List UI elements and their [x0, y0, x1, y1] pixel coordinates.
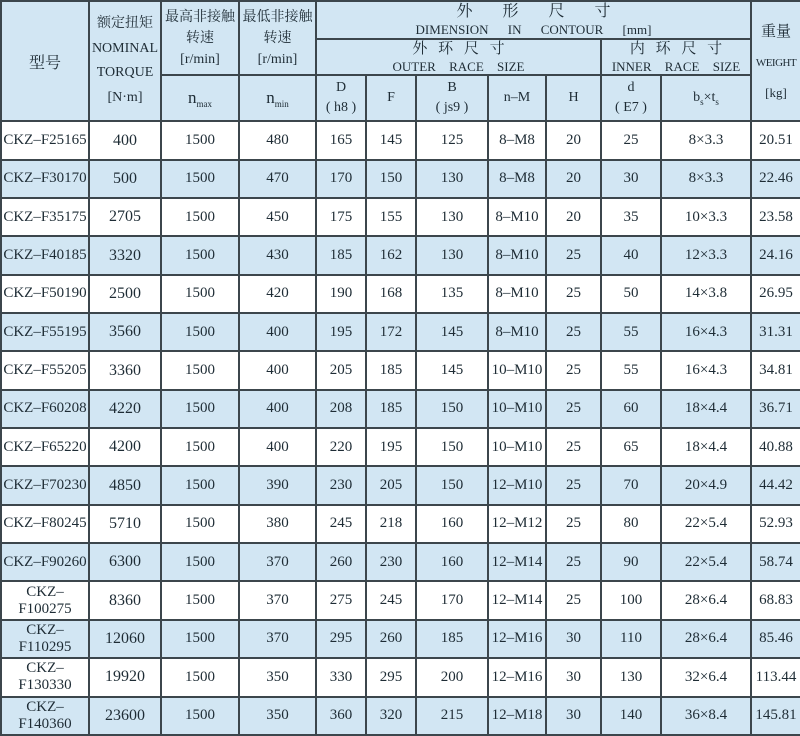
header-col-H: [546, 75, 601, 121]
cell-nM: 8–M10: [488, 313, 546, 351]
cell-weight: 40.88: [751, 428, 800, 466]
cell-F: 150: [366, 160, 416, 198]
cell-B: 200: [416, 658, 488, 696]
torque-line-unit: [N·m]: [107, 89, 143, 105]
cell-D: 195: [316, 313, 366, 351]
table-row: [1, 658, 800, 696]
torque-line-cn: 额定扭矩: [97, 16, 153, 32]
header-min-speed: [239, 1, 316, 75]
header-model: [1, 1, 89, 121]
cell-nmin: 370: [239, 543, 316, 581]
torque-line-en1: NOMINAL: [91, 40, 159, 56]
cell-torque: 12060: [89, 620, 161, 658]
cell-nmin: 480: [239, 121, 316, 159]
cell-F: 145: [366, 121, 416, 159]
col-B-tolerance: ( js9 ): [435, 100, 469, 116]
col-d-symbol: d: [627, 80, 635, 96]
cell-model: CKZ–F50190: [1, 275, 89, 313]
header-col-keyway: [661, 75, 751, 121]
cell-bt: 36×8.4: [661, 697, 751, 736]
cell-nmin: 430: [239, 236, 316, 274]
header-col-nM: [488, 75, 546, 121]
cell-d: 50: [601, 275, 661, 313]
header-col-D: [316, 75, 366, 121]
cell-bt: 20×4.9: [661, 466, 751, 504]
table-row: [1, 121, 800, 159]
cell-H: 25: [546, 313, 601, 351]
cell-torque: 2705: [89, 198, 161, 236]
cell-bt: 10×3.3: [661, 198, 751, 236]
cell-d: 130: [601, 658, 661, 696]
header-col-B: [416, 75, 488, 121]
cell-F: 230: [366, 543, 416, 581]
cell-D: 230: [316, 466, 366, 504]
cell-nmax: 1500: [161, 160, 239, 198]
cell-nM: 8–M10: [488, 275, 546, 313]
col-d-tolerance: ( E7 ): [615, 100, 647, 116]
cell-torque: 5710: [89, 505, 161, 543]
max-speed-cn2: 转速: [186, 30, 214, 46]
cell-d: 80: [601, 505, 661, 543]
cell-weight: 24.16: [751, 236, 800, 274]
max-speed-unit: [r/min]: [180, 51, 220, 67]
inner-race-en: INNER RACE SIZE: [611, 58, 741, 74]
cell-D: 175: [316, 198, 366, 236]
cell-model: CKZ–F130330: [1, 658, 89, 696]
cell-nmax: 1500: [161, 236, 239, 274]
cell-D: 185: [316, 236, 366, 274]
cell-nmin: 390: [239, 466, 316, 504]
cell-nmax: 1500: [161, 697, 239, 736]
cell-nmax: 1500: [161, 351, 239, 389]
cell-D: 295: [316, 620, 366, 658]
torque-line-en2: TORQUE: [96, 65, 154, 81]
keyway-t: t: [711, 89, 716, 105]
header-nmin-symbol: [239, 75, 316, 121]
cell-model: CKZ–F100275: [1, 581, 89, 619]
cell-B: 145: [416, 351, 488, 389]
cell-F: 155: [366, 198, 416, 236]
cell-nmin: 400: [239, 428, 316, 466]
table-row: [1, 581, 800, 619]
cell-weight: 31.31: [751, 313, 800, 351]
table-row: [1, 236, 800, 274]
cell-d: 65: [601, 428, 661, 466]
weight-unit: [kg]: [765, 84, 787, 100]
cell-F: 245: [366, 581, 416, 619]
table-row: [1, 275, 800, 313]
cell-model: CKZ–F80245: [1, 505, 89, 543]
cell-H: 25: [546, 236, 601, 274]
table-row: [1, 160, 800, 198]
cell-nmax: 1500: [161, 505, 239, 543]
cell-H: 25: [546, 275, 601, 313]
cell-nM: 10–M10: [488, 351, 546, 389]
outer-race-cn: 外 环 尺 寸: [412, 41, 505, 57]
cell-bt: 28×6.4: [661, 581, 751, 619]
cell-nM: 10–M10: [488, 428, 546, 466]
cell-nmax: 1500: [161, 581, 239, 619]
col-B-symbol: B: [447, 80, 457, 96]
header-weight: [751, 1, 800, 121]
cell-bt: 22×5.4: [661, 543, 751, 581]
cell-d: 25: [601, 121, 661, 159]
cell-nM: 12–M10: [488, 466, 546, 504]
cell-B: 150: [416, 428, 488, 466]
col-H-symbol: H: [568, 90, 579, 106]
cell-B: 130: [416, 236, 488, 274]
cell-F: 295: [366, 658, 416, 696]
cell-H: 20: [546, 121, 601, 159]
cell-B: 130: [416, 160, 488, 198]
cell-B: 170: [416, 581, 488, 619]
cell-d: 55: [601, 351, 661, 389]
cell-nM: 12–M12: [488, 505, 546, 543]
cell-torque: 8360: [89, 581, 161, 619]
header-dimension-group: [316, 1, 751, 39]
cell-bt: 18×4.4: [661, 428, 751, 466]
cell-H: 25: [546, 505, 601, 543]
header-col-d: [601, 75, 661, 121]
cell-H: 25: [546, 466, 601, 504]
header-max-speed: [161, 1, 239, 75]
cell-D: 245: [316, 505, 366, 543]
cell-F: 172: [366, 313, 416, 351]
cell-F: 218: [366, 505, 416, 543]
cell-bt: 18×4.4: [661, 390, 751, 428]
cell-B: 160: [416, 505, 488, 543]
min-speed-cn2: 转速: [263, 30, 292, 46]
cell-F: 185: [366, 351, 416, 389]
cell-H: 30: [546, 658, 601, 696]
header-nominal-torque: [89, 1, 161, 121]
cell-torque: 19920: [89, 658, 161, 696]
cell-weight: 113.44: [751, 658, 800, 696]
cell-weight: 52.93: [751, 505, 800, 543]
cell-model: CKZ–F25165: [1, 121, 89, 159]
header-col-F: [366, 75, 416, 121]
cell-d: 30: [601, 160, 661, 198]
cell-torque: 4850: [89, 466, 161, 504]
table-row: [1, 313, 800, 351]
cell-model: CKZ–F90260: [1, 543, 89, 581]
cell-H: 25: [546, 428, 601, 466]
cell-bt: 16×4.3: [661, 351, 751, 389]
cell-nmin: 420: [239, 275, 316, 313]
cell-H: 25: [546, 390, 601, 428]
nmin-base: n: [266, 87, 275, 107]
table-row: [1, 543, 800, 581]
cell-D: 220: [316, 428, 366, 466]
cell-F: 205: [366, 466, 416, 504]
cell-torque: 500: [89, 160, 161, 198]
cell-bt: 28×6.4: [661, 620, 751, 658]
cell-H: 25: [546, 351, 601, 389]
cell-torque: 4200: [89, 428, 161, 466]
nmax-base: n: [188, 87, 197, 107]
cell-nM: 10–M10: [488, 390, 546, 428]
cell-nM: 12–M14: [488, 543, 546, 581]
cell-bt: 12×3.3: [661, 236, 751, 274]
cell-nM: 8–M10: [488, 198, 546, 236]
cell-nmin: 350: [239, 697, 316, 736]
cell-nM: 12–M16: [488, 620, 546, 658]
table-row: [1, 198, 800, 236]
cell-bt: 16×4.3: [661, 313, 751, 351]
cell-nM: 8–M10: [488, 236, 546, 274]
cell-d: 35: [601, 198, 661, 236]
cell-D: 205: [316, 351, 366, 389]
cell-B: 215: [416, 697, 488, 736]
cell-torque: 3560: [89, 313, 161, 351]
cell-d: 40: [601, 236, 661, 274]
cell-B: 135: [416, 275, 488, 313]
cell-B: 160: [416, 543, 488, 581]
cell-nM: 8–M8: [488, 160, 546, 198]
cell-model: CKZ–F35175: [1, 198, 89, 236]
cell-nmax: 1500: [161, 121, 239, 159]
table-row: [1, 697, 800, 736]
cell-H: 25: [546, 581, 601, 619]
cell-D: 208: [316, 390, 366, 428]
cell-nmin: 470: [239, 160, 316, 198]
header-model-label: 型号: [28, 54, 61, 72]
table-body: [1, 121, 800, 735]
dimension-title-cn: 外 形 尺 寸: [456, 3, 611, 21]
cell-nmax: 1500: [161, 390, 239, 428]
table-header: [1, 1, 800, 121]
cell-nM: 12–M14: [488, 581, 546, 619]
cell-nM: 12–M16: [488, 658, 546, 696]
cell-nmax: 1500: [161, 466, 239, 504]
cell-model: CKZ–F65220: [1, 428, 89, 466]
min-speed-cn: 最低非接触: [242, 9, 313, 25]
nmax-subscript: max: [196, 98, 212, 109]
inner-race-cn: 内 环 尺 寸: [629, 41, 723, 57]
cell-F: 162: [366, 236, 416, 274]
dimension-title-en: DIMENSION IN CONTOUR [mm]: [415, 22, 652, 38]
cell-D: 360: [316, 697, 366, 736]
col-D-tolerance: ( h8 ): [325, 100, 357, 116]
cell-D: 260: [316, 543, 366, 581]
header-nmax-symbol: [161, 75, 239, 121]
cell-H: 30: [546, 620, 601, 658]
cell-torque: 23600: [89, 697, 161, 736]
cell-torque: 3360: [89, 351, 161, 389]
cell-weight: 44.42: [751, 466, 800, 504]
cell-bt: 32×6.4: [661, 658, 751, 696]
cell-B: 130: [416, 198, 488, 236]
max-speed-cn: 最高非接触: [165, 9, 235, 25]
cell-weight: 58.74: [751, 543, 800, 581]
cell-nmin: 380: [239, 505, 316, 543]
cell-nmax: 1500: [161, 658, 239, 696]
outer-race-en: OUTER RACE SIZE: [392, 58, 525, 74]
cell-nmax: 1500: [161, 313, 239, 351]
cell-weight: 85.46: [751, 620, 800, 658]
cell-nmax: 1500: [161, 198, 239, 236]
cell-B: 150: [416, 390, 488, 428]
cell-F: 260: [366, 620, 416, 658]
cell-weight: 68.83: [751, 581, 800, 619]
cell-nmin: 400: [239, 351, 316, 389]
cell-weight: 22.46: [751, 160, 800, 198]
cell-bt: 22×5.4: [661, 505, 751, 543]
cell-D: 190: [316, 275, 366, 313]
cell-model: CKZ–F30170: [1, 160, 89, 198]
weight-label-cn: 重量: [760, 24, 791, 41]
cell-B: 145: [416, 313, 488, 351]
cell-nmin: 350: [239, 658, 316, 696]
cell-nmin: 370: [239, 620, 316, 658]
cell-D: 275: [316, 581, 366, 619]
cell-nmin: 450: [239, 198, 316, 236]
col-D-symbol: D: [335, 80, 347, 96]
weight-label-en: WEIGHT: [755, 57, 797, 70]
cell-weight: 34.81: [751, 351, 800, 389]
cell-F: 168: [366, 275, 416, 313]
cell-F: 185: [366, 390, 416, 428]
cell-torque: 3320: [89, 236, 161, 274]
multiply-sign: ×: [703, 89, 712, 105]
cell-d: 60: [601, 390, 661, 428]
cell-H: 20: [546, 160, 601, 198]
cell-model: CKZ–F60208: [1, 390, 89, 428]
cell-bt: 14×3.8: [661, 275, 751, 313]
cell-nmax: 1500: [161, 543, 239, 581]
table-row: [1, 351, 800, 389]
cell-d: 70: [601, 466, 661, 504]
table-row: [1, 466, 800, 504]
cell-F: 195: [366, 428, 416, 466]
header-inner-race-group: [601, 39, 751, 75]
cell-bt: 8×3.3: [661, 121, 751, 159]
table-row: [1, 620, 800, 658]
cell-model: CKZ–F110295: [1, 620, 89, 658]
cell-B: 150: [416, 466, 488, 504]
cell-D: 170: [316, 160, 366, 198]
col-nM-symbol: n–M: [503, 90, 531, 106]
cell-B: 185: [416, 620, 488, 658]
nmin-subscript: min: [274, 98, 289, 109]
min-speed-unit: [r/min]: [257, 51, 298, 67]
keyway-t-sub: s: [715, 96, 719, 107]
cell-d: 110: [601, 620, 661, 658]
cell-d: 55: [601, 313, 661, 351]
table-row: [1, 428, 800, 466]
cell-H: 20: [546, 198, 601, 236]
cell-weight: 36.71: [751, 390, 800, 428]
cell-weight: 26.95: [751, 275, 800, 313]
keyway-b-sub: s: [700, 96, 704, 107]
cell-torque: 4220: [89, 390, 161, 428]
cell-model: CKZ–F55205: [1, 351, 89, 389]
cell-bt: 8×3.3: [661, 160, 751, 198]
cell-nmax: 1500: [161, 275, 239, 313]
cell-torque: 6300: [89, 543, 161, 581]
cell-D: 165: [316, 121, 366, 159]
table-row: [1, 505, 800, 543]
cell-torque: 2500: [89, 275, 161, 313]
cell-nmax: 1500: [161, 620, 239, 658]
cell-d: 90: [601, 543, 661, 581]
cell-B: 125: [416, 121, 488, 159]
col-F-symbol: F: [387, 90, 395, 106]
cell-model: CKZ–F70230: [1, 466, 89, 504]
cell-nmin: 400: [239, 313, 316, 351]
header-outer-race-group: [316, 39, 601, 75]
cell-weight: 20.51: [751, 121, 800, 159]
cell-model: CKZ–F40185: [1, 236, 89, 274]
cell-D: 330: [316, 658, 366, 696]
cell-F: 320: [366, 697, 416, 736]
cell-d: 140: [601, 697, 661, 736]
cell-model: CKZ–F140360: [1, 697, 89, 736]
cell-nM: 8–M8: [488, 121, 546, 159]
cell-weight: 23.58: [751, 198, 800, 236]
cell-weight: 145.81: [751, 697, 800, 736]
cell-nM: 12–M18: [488, 697, 546, 736]
cell-nmax: 1500: [161, 428, 239, 466]
table-row: [1, 390, 800, 428]
cell-H: 30: [546, 697, 601, 736]
cell-H: 25: [546, 543, 601, 581]
cell-nmin: 370: [239, 581, 316, 619]
cell-torque: 400: [89, 121, 161, 159]
cell-nmin: 400: [239, 390, 316, 428]
cell-model: CKZ–F55195: [1, 313, 89, 351]
cell-d: 100: [601, 581, 661, 619]
keyway-b: b: [693, 89, 701, 105]
